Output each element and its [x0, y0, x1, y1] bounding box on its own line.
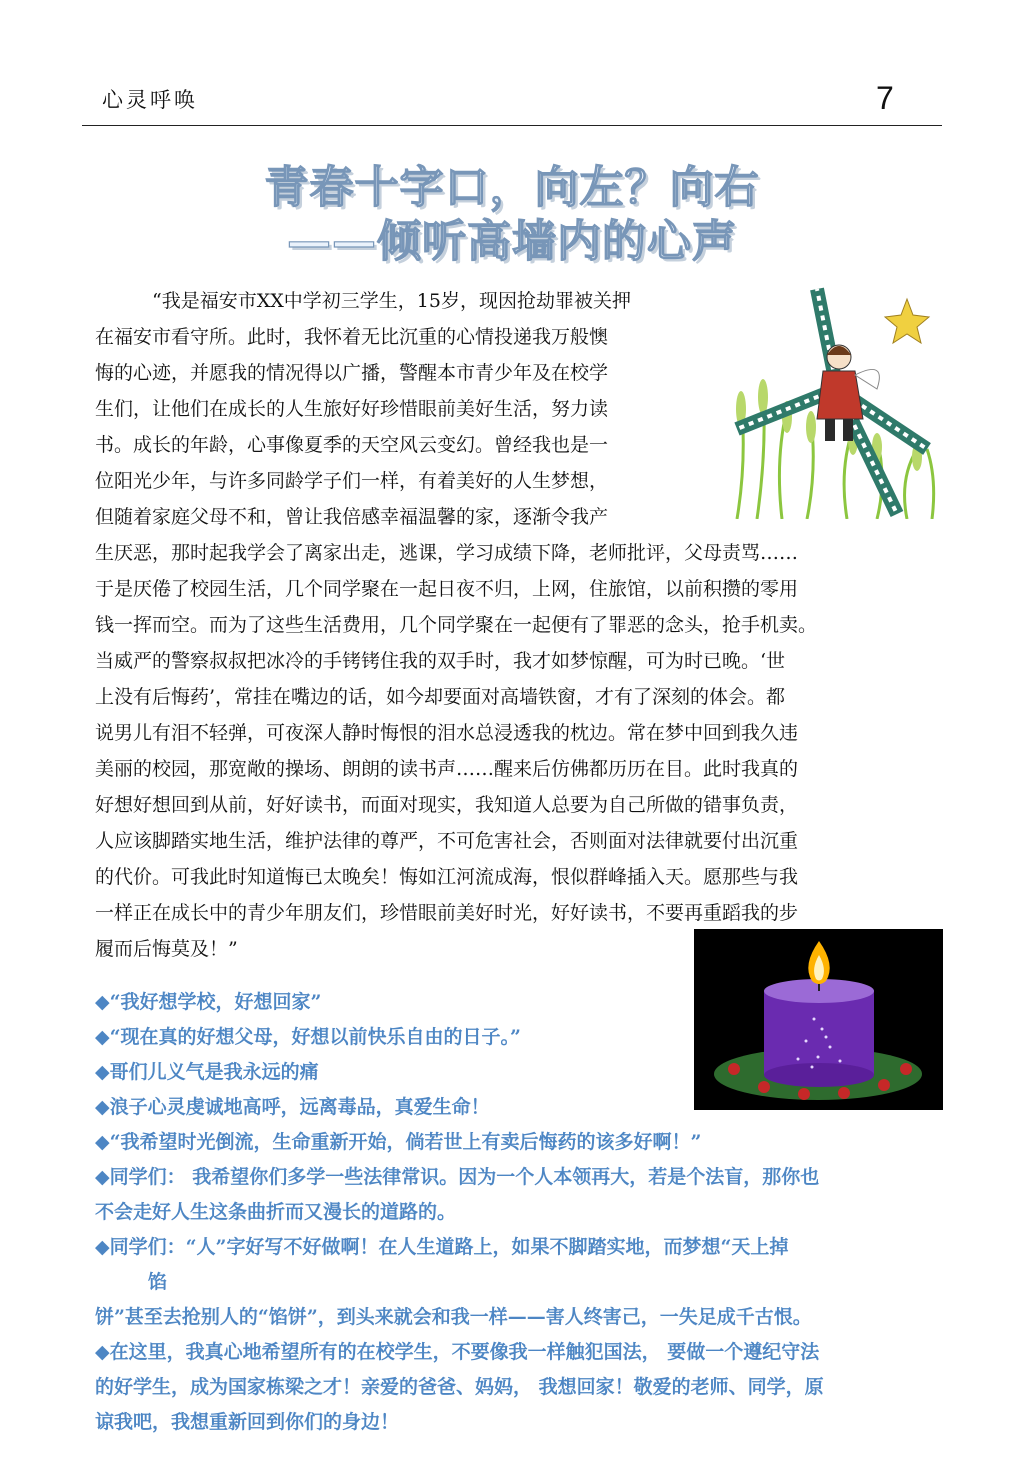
bullet-line: ◆“我希望时光倒流，生命重新开始，倘若世上有卖后悔药的该多好啊！” [95, 1131, 702, 1153]
bullet-line: ◆同学们：“人”字好写不好做啊！在人生道路上，如果不脚踏实地，而梦想“天上掉 [95, 1236, 789, 1258]
body-paragraph [95, 283, 945, 967]
bullet-line: ◆同学们： 我希望你们多学一些法律常识。因为一个人本领再大，若是个法盲，那你也 [95, 1166, 820, 1188]
bullet-line: ◆在这里，我真心地希望所有的在校学生，不要像我一样触犯国法， 要做一个遵纪守法 [95, 1341, 820, 1363]
body-line: 但随着家庭父母不和，曾让我倍感幸福温馨的家，逐渐令我产 [95, 506, 609, 528]
body-line: 钱一挥而空。而为了这些生活费用，几个同学聚在一起便有了罪恶的念头，抢手机卖。 [95, 614, 818, 636]
bullet-line: 馅 [148, 1271, 168, 1293]
header-divider [82, 125, 942, 126]
body-line: 悔的心迹，并愿我的情况得以广播，警醒本市青少年及在校学 [95, 362, 609, 384]
bullet-line: 饼”甚至去抢别人的“馅饼”，到头来就会和我一样——害人终害己，一失足成千古恨。 [95, 1306, 812, 1328]
body-line: 美丽的校园，那宽敞的操场、朗朗的读书声……醒来后仿佛都历历在目。此时我真的 [95, 758, 799, 780]
page-number: 7 [876, 80, 894, 116]
body-line: 人应该脚踏实地生活，维护法律的尊严，不可危害社会，否则面对法律就要付出沉重 [95, 830, 799, 852]
body-line: 书。成长的年龄，心事像夏季的天空风云变幻。曾经我也是一 [95, 434, 609, 456]
body-line: 一样正在成长中的青少年朋友们，珍惜眼前美好时光，好好读书，不要再重蹈我的步 [95, 902, 799, 924]
body-line: “我是福安市XX中学初三学生，15岁，现因抢劫罪被关押 [152, 290, 631, 312]
body-line: 上没有后悔药’，常挂在嘴边的话，如今却要面对高墙铁窗，才有了深刻的体会。都 [95, 686, 786, 708]
body-line: 于是厌倦了校园生活，几个同学聚在一起日夜不归，上网，住旅馆，以前积攒的零用 [95, 578, 799, 600]
body-line: 的代价。可我此时知道悔已太晚矣！悔如江河流成海，恨似群峰插入天。愿那些与我 [95, 866, 799, 888]
body-line: 生厌恶，那时起我学会了离家出走，逃课，学习成绩下降，老师批评，父母责骂…… [95, 542, 799, 564]
body-line: 说男儿有泪不轻弹，可夜深人静时悔恨的泪水总浸透我的枕边。常在梦中回到我久违 [95, 722, 799, 744]
body-line: 在福安市看守所。此时，我怀着无比沉重的心情投递我万般懊 [95, 326, 609, 348]
body-line: 生们，让他们在成长的人生旅好好珍惜眼前美好生活，努力读 [95, 398, 609, 420]
body-line: 当威严的警察叔叔把冰冷的手铐铐住我的双手时，我才如梦惊醒，可为时已晚。‘世 [95, 650, 786, 672]
bullet-line: ◆哥们儿义气是我永远的痛 [95, 1061, 319, 1083]
quote-bullet-list [95, 985, 975, 1440]
bullet-line: 的好学生，成为国家栋梁之才！亲爱的爸爸、妈妈， 我想回家！敬爱的老师、同学，原 [95, 1376, 824, 1398]
article-title-line2: ——倾听高墙内的心声 [287, 216, 737, 267]
section-header: 心灵呼唤 [102, 88, 198, 112]
bullet-line: 不会走好人生这条曲折而又漫长的道路的。 [95, 1201, 457, 1223]
bullet-line: ◆浪子心灵虔诚地高呼，远离毒品，真爱生命！ [95, 1096, 490, 1118]
body-line: 好想好想回到从前，好好读书，而面对现实，我知道人总要为自己所做的错事负责， [95, 794, 799, 816]
bullet-line: 谅我吧，我想重新回到你们的身边！ [95, 1411, 400, 1433]
body-line: 位阳光少年，与许多同龄学子们一样，有着美好的人生梦想， [95, 470, 609, 492]
bullet-line: ◆“我好想学校，好想回家” [95, 991, 322, 1013]
bullet-line: ◆“现在真的好想父母，好想以前快乐自由的日子。” [95, 1026, 521, 1048]
body-line: 履而后悔莫及！” [95, 938, 238, 960]
article-title-line1: 青春十字口，向左？向右 [264, 162, 760, 213]
